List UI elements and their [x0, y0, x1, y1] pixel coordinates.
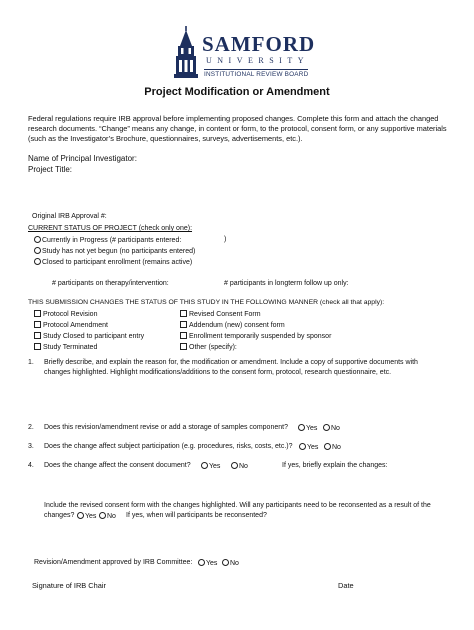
q2-text: Does this revision/amendment revise or add a storage of samples component?	[44, 424, 288, 431]
q2-number: 2.	[28, 424, 34, 431]
page-title: Project Modification or Amendment	[144, 86, 330, 98]
checkbox[interactable]	[180, 343, 187, 350]
q4-if-yes: If yes, briefly explain the changes:	[282, 462, 388, 469]
check-revised-consent[interactable]: Revised Consent Form	[180, 310, 261, 318]
radio-circle[interactable]	[201, 462, 208, 469]
university-logo	[168, 26, 338, 84]
pi-label: Name of Principal Investigator:	[28, 154, 137, 163]
radio-circle[interactable]	[198, 559, 205, 566]
approved-yes[interactable]: Yes	[198, 559, 217, 567]
submission-heading: THIS SUBMISSION CHANGES THE STATUS OF THIS STUDY IN THE FOLLOWING MANNER (check all that apply):	[28, 299, 385, 306]
check-addendum-consent[interactable]: Addendum (new) consent form	[180, 321, 285, 329]
project-title-label: Project Title:	[28, 165, 73, 174]
status-option-in-progress[interactable]: Currently in Progress (# participants entered:	[34, 236, 181, 244]
radio-circle[interactable]	[77, 512, 84, 519]
q1-text: changes highlighted. Highlight modifications/additions to the consent form, protocol, research questionnaire, etc.	[44, 369, 392, 376]
consent-text: Include the revised consent form with the changes highlighted. Will any participants need to be reconsented as a result of the	[44, 502, 431, 509]
consent-no[interactable]: No	[99, 512, 116, 520]
consent-if-yes: If yes, when will participants be reconsented?	[126, 512, 267, 519]
checkbox[interactable]	[180, 310, 187, 317]
checkbox[interactable]	[34, 310, 41, 317]
checkbox[interactable]	[34, 321, 41, 328]
check-other[interactable]: Other (specify):	[180, 343, 237, 351]
q4-no[interactable]: No	[231, 462, 248, 470]
q1-text: Briefly describe, and explain the reason for, the modification or amendment. Include a copy of supportive documents with	[44, 359, 418, 366]
q4-text: Does the change affect the consent document?	[44, 462, 191, 469]
status-heading: CURRENT STATUS OF PROJECT (check only one):	[28, 225, 193, 232]
radio-circle[interactable]	[299, 443, 306, 450]
consent-text: changes?	[44, 512, 75, 519]
radio-circle[interactable]	[323, 424, 330, 431]
check-protocol-revision[interactable]: Protocol Revision	[34, 310, 97, 318]
q2-yes[interactable]: Yes	[298, 424, 317, 432]
therapy-count-label: # participants on therapy/intervention:	[52, 280, 169, 287]
radio-circle[interactable]	[222, 559, 229, 566]
check-enrollment-suspended[interactable]: Enrollment temporarily suspended by sponsor	[180, 332, 331, 340]
org-sub: UNIVERSITY	[206, 56, 309, 65]
check-protocol-amendment[interactable]: Protocol Amendment	[34, 321, 108, 329]
q4-yes[interactable]: Yes	[201, 462, 220, 470]
radio-circle[interactable]	[99, 512, 106, 519]
approval-label: Original IRB Approval #:	[32, 213, 107, 220]
q3-text: Does the change affect subject participation (e.g. procedures, risks, costs, etc.)?	[44, 443, 293, 450]
intro-line: research documents. “Change” means any change, in content or form, to the protocol, consent form, or any supportive materials	[28, 124, 447, 133]
checkbox[interactable]	[34, 332, 41, 339]
checkbox[interactable]	[180, 332, 187, 339]
signature-label: Signature of IRB Chair	[32, 581, 106, 590]
radio-circle[interactable]	[34, 247, 41, 254]
radio-circle[interactable]	[298, 424, 305, 431]
radio-circle[interactable]	[34, 236, 41, 243]
q3-no[interactable]: No	[324, 443, 341, 451]
radio-circle[interactable]	[324, 443, 331, 450]
intro-line: Federal regulations require IRB approval before implementing proposed changes. Complete this form and attach the changed	[28, 114, 439, 123]
radio-circle[interactable]	[34, 258, 41, 265]
check-study-terminated[interactable]: Study Terminated	[34, 343, 97, 351]
radio-circle[interactable]	[231, 462, 238, 469]
followup-count-label: # participants in longterm follow up only:	[224, 280, 349, 287]
tower-icon	[168, 26, 204, 78]
intro-line: (such as the Investigator’s Brochure, questionnaires, surveys, advertisements, etc.).	[28, 134, 303, 143]
board-label: INSTITUTIONAL REVIEW BOARD	[204, 71, 309, 78]
date-label: Date	[338, 581, 354, 590]
status-option-closed[interactable]: Closed to participant enrollment (remains active)	[34, 258, 192, 266]
q3-number: 3.	[28, 443, 34, 450]
checkbox[interactable]	[34, 343, 41, 350]
q4-number: 4.	[28, 462, 34, 469]
consent-yes[interactable]: Yes	[77, 512, 96, 520]
approved-no[interactable]: No	[222, 559, 239, 567]
status-option-not-begun[interactable]: Study has not yet begun (no participants entered)	[34, 247, 195, 255]
q3-yes[interactable]: Yes	[299, 443, 318, 451]
status-close-paren: )	[224, 236, 227, 243]
approval-question: Revision/Amendment approved by IRB Committee:	[34, 559, 193, 566]
q1-number: 1.	[28, 359, 34, 366]
check-study-closed[interactable]: Study Closed to participant entry	[34, 332, 144, 340]
q2-no[interactable]: No	[323, 424, 340, 432]
org-name: SAMFORD	[202, 32, 316, 56]
checkbox[interactable]	[180, 321, 187, 328]
